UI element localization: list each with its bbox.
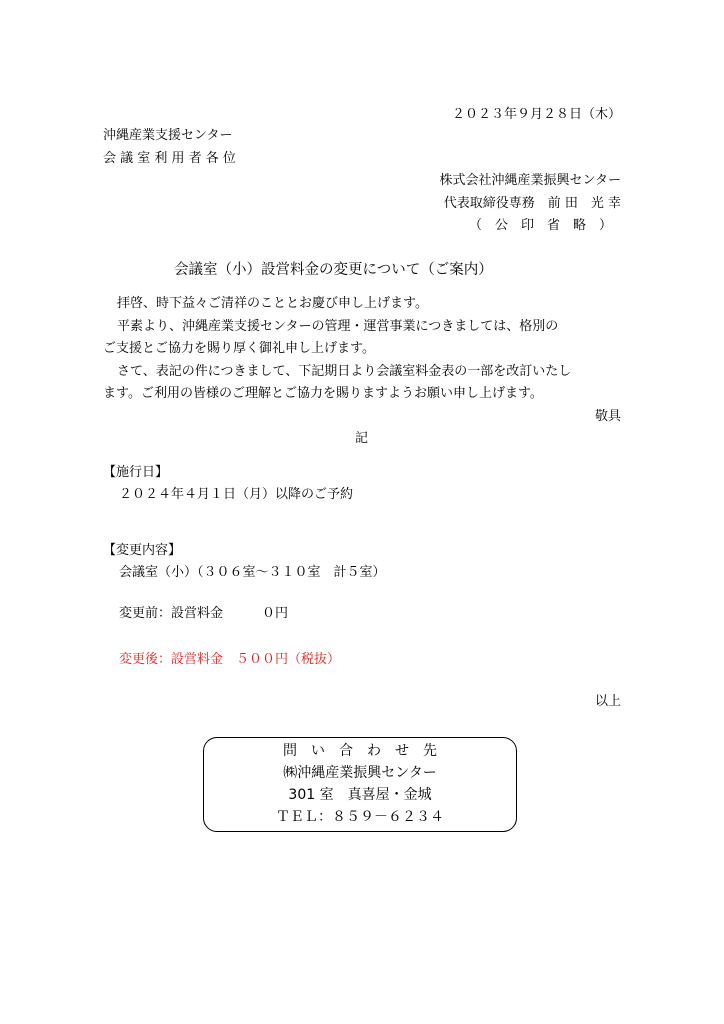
sender-representative: 代表取締役専務 前 田 光 幸 — [443, 196, 621, 211]
changes-after: 変更後：設営料金 ５００円（税抜） — [119, 652, 341, 667]
changes-before: 変更前：設営料金 ０円 — [119, 606, 289, 621]
changes-heading: 【変更内容】 — [103, 543, 182, 558]
recipient-org: 沖縄産業支援センター — [103, 128, 233, 143]
body-paragraph-3-line-2: ます。ご利用の皆様のご理解とご協力を賜りますようお願い申し上げます。 — [103, 386, 543, 401]
effective-date-value: ２０２４年４月１日（月）以降のご予約 — [119, 487, 354, 502]
greeting-paragraph: 拝啓、時下益々ご清祥のこととお慶び申し上げます。 — [117, 296, 428, 311]
contact-room: 301 室 真喜屋・金城 — [288, 787, 432, 803]
contact-tel: ＴＥＬ：８５９－６２３４ — [276, 809, 444, 825]
contact-heading: 問 い 合 わ せ 先 — [283, 743, 437, 759]
document-title: 会議室（小）設営料金の変更について（ご案内） — [174, 262, 493, 278]
contact-company: ㈱沖縄産業振興センター — [283, 765, 437, 781]
effective-date-heading: 【施行日】 — [103, 465, 169, 480]
contact-box — [203, 737, 517, 832]
sender-company: 株式会社沖縄産業振興センター — [439, 173, 621, 188]
closing-keigu: 敬具 — [594, 409, 621, 424]
changes-rooms: 会議室（小）（３０６室～３１０室 計５室） — [119, 565, 386, 580]
document-date: ２０２３年９月２８日（木） — [451, 107, 621, 122]
seal-omitted-note: （ 公 印 省 略 ） — [468, 218, 612, 233]
recipient-users: 会 議 室 利 用 者 各 位 — [103, 151, 236, 166]
body-paragraph-3-line-1: さて、表記の件につきまして、下記期日より会議室料金表の一部を改訂いたし — [117, 364, 572, 379]
end-ijou: 以上 — [594, 694, 621, 709]
ki-marker: 記 — [355, 431, 369, 446]
body-paragraph-2-line-2: ご支援とご協力を賜り厚く御礼申し上げます。 — [103, 341, 375, 356]
body-paragraph-2-line-1: 平素より、沖縄産業支援センターの管理・運営事業につきましては、格別の — [117, 319, 559, 334]
